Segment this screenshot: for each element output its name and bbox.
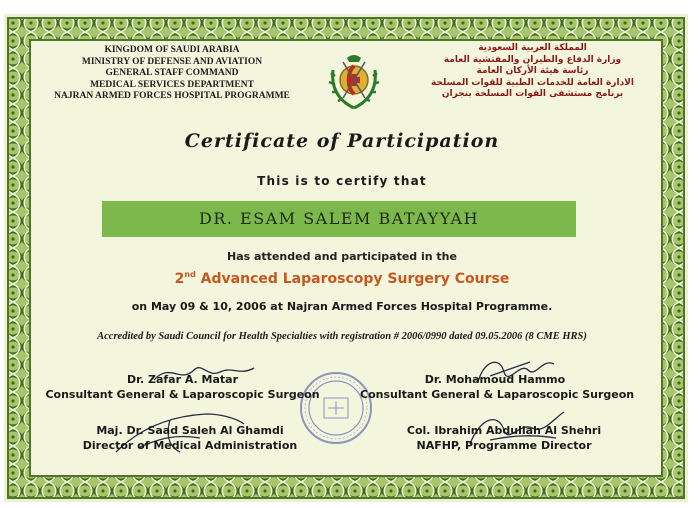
dates-line: on May 09 & 10, 2006 at Najran Armed Forces Hospital Programme. <box>131 300 553 313</box>
signatory-title: Consultant General & Laparoscopic Surgeon <box>45 388 320 401</box>
signatory-name: Maj. Dr. Saad Saleh Al Ghamdi <box>96 424 284 437</box>
signatory-title: NAFHP, Programme Director <box>416 439 592 452</box>
military-medical-emblem-icon <box>325 52 383 112</box>
course-name: Advanced Laparoscopy Surgery Course <box>200 271 510 287</box>
signatory-name: Col. Ibrahim Abdullah Al Shehri <box>406 424 602 437</box>
signatory-shehri <box>384 423 624 453</box>
certify-line: This is to certify that <box>257 174 427 188</box>
header-line: رئاسة هيئة الأركان العامة <box>476 66 589 76</box>
signatory-ghamdi <box>70 423 310 453</box>
signatory-hammo <box>360 372 635 402</box>
signatory-title: Director of Medical Administration <box>82 439 298 452</box>
header-line: الادارة العامة للخدمات الطبية للقوات المسلحة <box>431 77 634 88</box>
accreditation-line: Accredited by Saudi Council for Health Specialties with registration # 2006/0990 dated 09.05.2006 (8 CME HRS) <box>97 331 587 342</box>
header-line: KINGDOM OF SAUDI ARABIA <box>104 45 240 55</box>
header-english <box>42 45 302 103</box>
header-line: NAJRAN ARMED FORCES HOSPITAL PROGRAMME <box>54 91 290 101</box>
header-arabic <box>415 43 650 101</box>
course-ordinal-suffix: nd <box>184 270 196 279</box>
certificate-title: Certificate of Participation <box>184 130 500 152</box>
header-line: برنامج مستشفى القوات المسلحة بنجران <box>441 89 624 99</box>
signatory-name: Dr. Zafar A. Matar <box>126 373 239 386</box>
signatory-matar <box>40 372 325 402</box>
signatory-title: Consultant General & Laparoscopic Surgeon <box>360 388 635 401</box>
header-line: المملكة العربية السعودية <box>478 43 587 53</box>
header-line: GENERAL STAFF COMMAND <box>105 68 239 78</box>
header-line: MEDICAL SERVICES DEPARTMENT <box>90 79 254 90</box>
header-line: وزارة الدفاع والطيران والمفتشية العامة <box>443 54 622 65</box>
recipient-name: DR. ESAM SALEM BATAYYAH <box>198 209 480 228</box>
course-ordinal: 2 <box>174 271 185 287</box>
signatory-name: Dr. Mohamoud Hammo <box>424 373 566 386</box>
course-title <box>0 271 684 287</box>
header-line: MINISTRY OF DEFENSE AND AVIATION <box>81 56 263 67</box>
attended-line: Has attended and participated in the <box>227 250 457 263</box>
